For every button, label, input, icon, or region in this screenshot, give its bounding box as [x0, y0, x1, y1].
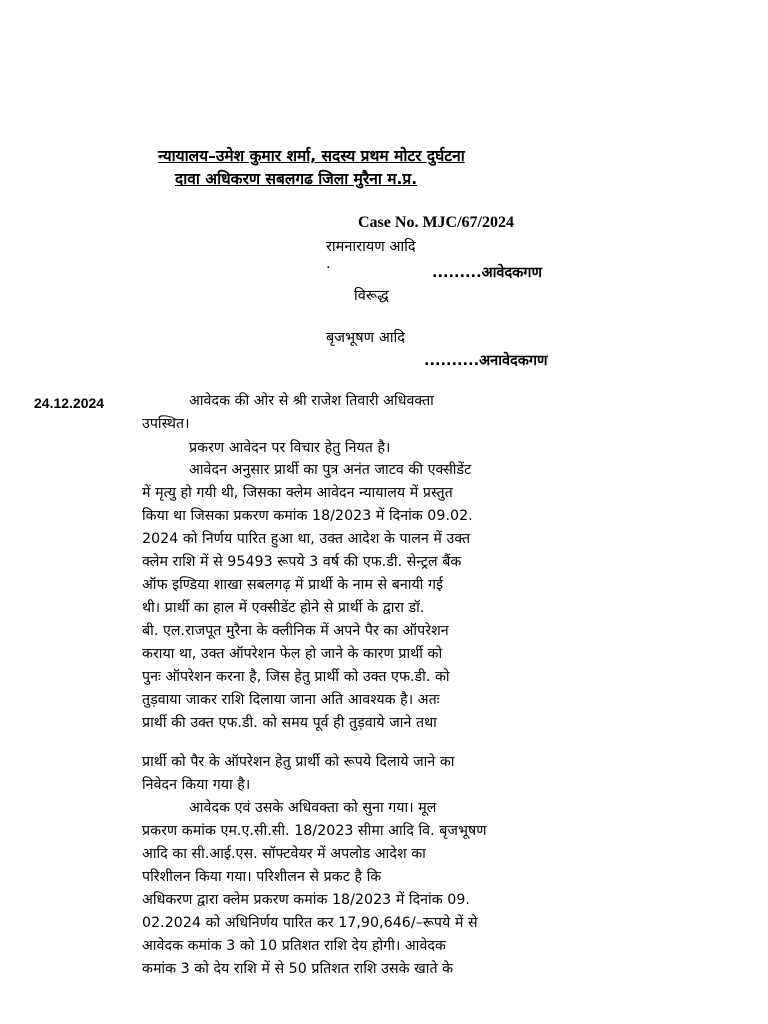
- body-line: किया था जिसका प्रकरण कमांक 18/2023 में दिनांक 09.02.: [142, 508, 473, 524]
- body-line: प्रार्थी को पैर के ऑपरेशन हेतु प्रार्थी को रूपये दिलाये जाने का: [142, 754, 455, 770]
- body-line: में मृत्यु हो गयी थी, जिसका क्लेम आवेदन न्यायालय में प्रस्तुत: [142, 485, 453, 501]
- body-line: आवेदन अनुसार प्रार्थी का पुत्र अनंत जाटव की एक्सीडेंट: [189, 462, 472, 478]
- respondent-role: ..........अनावेदकगण: [424, 353, 548, 369]
- body-line: आवेदक कमांक 3 को 10 प्रतिशत राशि देय होगी। आवेदक: [142, 938, 446, 954]
- body-line: कमांक 3 को देय राशि में से 50 प्रतिशत राशि उसके खाते के: [142, 961, 454, 977]
- body-line: उपस्थित।: [142, 416, 190, 432]
- versus-label: विरूद्ध: [354, 288, 389, 304]
- body-line: बी. एल.राजपूत मुरैना के क्लीनिक में अपने पैर का ऑपरेशन: [142, 623, 449, 639]
- body-line: पुनः ऑपरेशन करना है, जिस हेतु प्रार्थी को उक्त एफ.डी. को: [142, 669, 450, 685]
- body-line: ऑफ इण्डिया शाखा सबलगढ़ में प्रार्थी के नाम से बनायी गई: [142, 577, 444, 593]
- body-line: प्रार्थी की उक्त एफ.डी. को समय पूर्व ही तुड़वाये जाने तथा: [142, 715, 437, 731]
- body-line: प्रकरण कमांक एम.ए.सी.सी. 18/2023 सीमा आदि वि. बृजभूषण: [142, 823, 487, 839]
- body-line: प्रकरण आवेदन पर विचार हेतु नियत है।: [189, 440, 391, 456]
- case-number: Case No. MJC/67/2024: [358, 214, 514, 231]
- body-line: परिशीलन किया गया। परिशीलन से प्रकट है कि: [142, 869, 382, 885]
- body-line-1-text: आवेदक की ओर से श्री राजेश तिवारी अधिवक्ता: [189, 393, 434, 409]
- body-line: आवेदक एवं उसके अधिवक्ता को सुना गया। मूल: [189, 800, 437, 816]
- court-heading-line-2: दावा अधिकरण सबलगढ जिला मुरैना म.प्र.: [175, 170, 418, 188]
- body-line: क्लेम राशि में से 95493 रूपये 3 वर्ष की एफ.डी. सेन्ट्रल बैंक: [142, 554, 462, 570]
- court-heading-line-1: न्यायालय–उमेश कुमार शर्मा, सदस्य प्रथम मोटर दुर्घटना: [158, 147, 465, 165]
- body-line: अधिकरण द्वारा क्लेम प्रकरण कमांक 18/2023 में दिनांक 09.: [142, 892, 470, 908]
- body-line: निवेदन किया गया है।: [142, 777, 251, 793]
- body-line: तुड़वाया जाकर राशि दिलाया जाना अति आवश्यक है। अतः: [142, 692, 440, 708]
- body-line: 2024 को निर्णय पारित हुआ था, उक्त आदेश के पालन में उक्त: [142, 531, 471, 547]
- order-date: 24.12.2024: [34, 395, 105, 411]
- applicant-name: रामनारायण आदि: [326, 239, 416, 255]
- body-line: कराया था, उक्त ऑपरेशन फेल हो जाने के कारण प्रार्थी को: [142, 646, 443, 662]
- body-line-1: [189, 391, 557, 410]
- applicant-role: .........आवेदकगण: [432, 265, 542, 281]
- body-line: आदि का सी.आई.एस. सॉफ्टवेयर में अपलोड आदेश का: [142, 846, 426, 862]
- body-line: 02.2024 को अधिनिर्णय पारित कर 17,90,646/–रूपये में से: [142, 915, 478, 931]
- respondent-name: बृजभूषण आदि: [326, 330, 405, 346]
- body-line: थी। प्रार्थी का हाल में एक्सीडेंट होने से प्रार्थी के द्वारा डॉ.: [142, 600, 425, 616]
- applicant-dot: .: [326, 256, 331, 272]
